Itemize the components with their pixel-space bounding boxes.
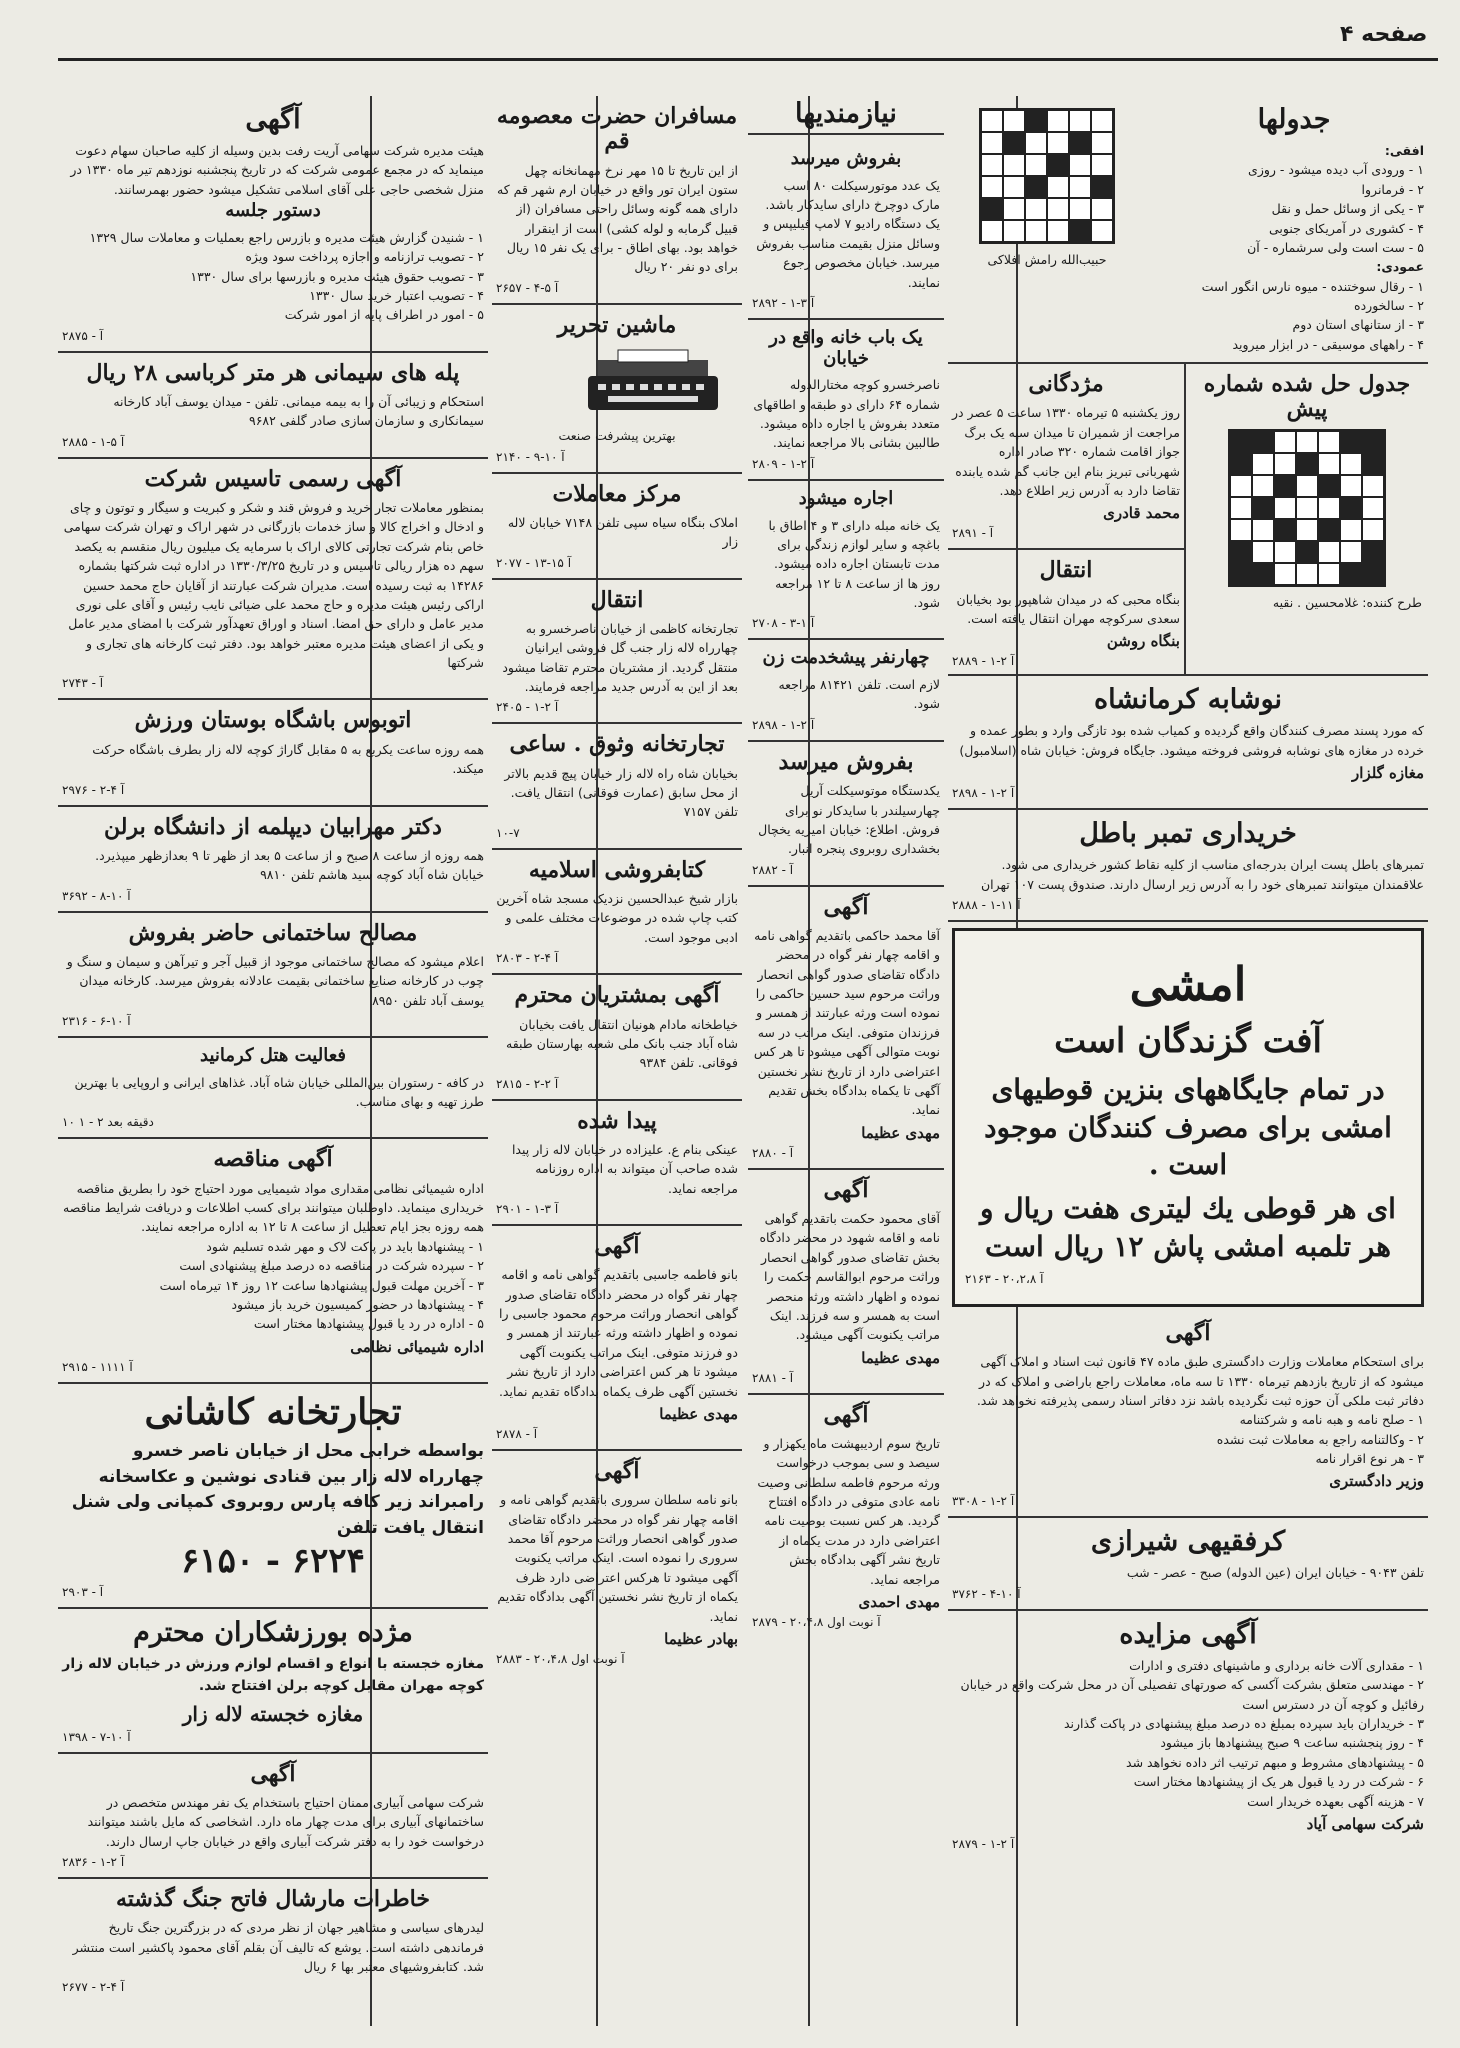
ad-moshtarian: آگهی بمشتریان محترم خیاطخانه مادام هونیان انتقال یافت بخیابان شاه آباد جنب بانک ملی شعبه بهارستان طبقه فوقانی. تلفن ۹۳۸۴ ۲۸۱۵ - آ ۲-۲ — [492, 975, 742, 1100]
column-classifieds — [748, 96, 944, 2026]
classified-ad: اجاره میشود یک خانه مبله دارای ۳ و ۴ اطاق با باغچه و سایر لوازم زندگی برای مدت تابستان اجاره داده میشود. روز ها از ساعت ۸ تا ۱۲ مراجعه شود. ۲۷۰۸ - آ ۱-۳ — [748, 481, 944, 641]
crossword-box — [948, 96, 1428, 364]
header-rule — [58, 58, 1438, 61]
crossword-grid — [979, 108, 1115, 244]
page-number: صفحه ۴ — [1340, 22, 1428, 47]
across-label: افقی: — [1384, 143, 1424, 159]
ad-majma-omumi: آگهی هیئت مدیره شرکت سهامی آریت رفت بدین وسیله از کلیه صاحبان سهام دعوت مینماید که در مجمع عمومی شرکت که در تاریخ پنجشنبه نوزدهم تیر ماه ۱۳۳۰ در منزل شخصی حاجی علی آقای اسلامی تشکیل میشود حضور بهمرسانند. دستور جلسه ۱ - شنیدن گزارش هیئت مدیره و بازرس راجع بعملیات و معاملات سال ۱۳۲۹ ۲ - تصویب ترازنامه و اجازه پرداخت سود ویژه ۳ - تصویب حقوق هیئت مدیره و بازرسها برای سال ۱۳۳۰ ۴ - تصویب اعتبار خرید سال ۱۳۳۰ ۵ - امور در اطراف پایه از امور شرکت ۲۸۷۵ - آ — [58, 96, 488, 353]
ad-pele: پله های سیمانی هر متر کرباسی ۲۸ ریال استحکام و زیبائی آن را به بیمه میمانی. تلفن - میدان یوسف آباد کارخانه سیمانکاری و سازمان سازی صادر گلفی ۹۶۸۲ ۲۸۸۵ - آ ۵-۱ — [58, 353, 488, 459]
classifieds-header: نیازمندیها — [748, 98, 944, 135]
ad-mojdegani: مژدگانی روز یکشنبه ۵ تیرماه ۱۳۳۰ ساعت ۵ عصر در مراجعت از شمیران تا میدان سپه یک برگ جواز اقامت شماره ۳۲۰ صادر اداره شهربانی تبریز بنام این جانب گم شده یابنده تقاضا دارد به آدرس زیر اطلاع دهد. محمد قادری ۲۸۹۱ - آ — [948, 364, 1184, 550]
legal-notice: آگهی بانو فاطمه جاسبی باتقدیم گواهی نامه و اقامه چهار نفر گواه در محضر دادگاه تقاضای صدور گواهی انحصار وراثت مرحوم محمود جاسبی را نموده و اظهار داشته ورثه عبارتند از همسر و دو فرزند متوفی. اینک مراتب یکنوبت آگهی میشود تا هر کس اعتراضی دارد از تاریخ نشر نخستین آگهی ظرف یکماه بدادگاه تقدیم نماید. مهدی عظیما ۲۸۷۸ - آ — [492, 1226, 742, 1451]
clue: ۴ - راههای موسیقی - در ابزار میروید — [1232, 336, 1424, 352]
down-label: عمودی: — [1376, 259, 1424, 275]
ad-markaz: مرکز معاملات املاک بنگاه سیاه سپی تلفن ۷۱۴۸ خیابان لاله زار ۲۰۷۷ - آ ۱۵-۱۳ — [492, 474, 742, 580]
clue: ۱ - رقال سوختنده - میوه نارس انگور است — [1201, 278, 1424, 294]
classified-ad: بفروش میرسد یک عدد موتورسیکلت ۸۰ اسب مارک دوچرخ دارای سایدکار باشد. یک دستگاه رادیو ۷ لامپ فیلیپس و وسائل منزل بقیمت مناسب بفروش میرسد. خیابان مخصوص رجوع نمایند. ۲۸۹۲ - آ ۳-۱ — [748, 141, 944, 320]
ad-nooshabe: نوشابه کرمانشاه که مورد پسند مصرف کنندگان واقع گردیده و کمیاب شده بود تازگی وارد و بطور عمده و خرده در مغازه های نوشابه فروشی فروخته میشود. جایگاه فروش: خیابان شاه (اسلامبول) مغازه گلزار ۲۸۹۸ - آ ۲-۱ — [948, 676, 1428, 810]
across-clues — [1164, 160, 1424, 257]
solution-by: طرح کننده: غلامحسین . نقیه — [1272, 594, 1422, 610]
crossword-designer: حبیب‌الله رامش افلاکی — [987, 252, 1107, 267]
ad-enteqal-2: انتقال تجارتخانه کاظمی از خیابان ناصرخسرو به چهارراه لاله زار جنب گل فروشی ایرانیان منتقل گردید. از مشتریان محترم تقاضا میشود بعد از این به آدرس جدید مراجعه فرمایند. ۲۴۰۵ - آ ۲-۱ — [492, 580, 742, 725]
ad-doctor: دکتر مهرابیان دیپلمه از دانشگاه برلن همه روزه از ساعت ۸ صبح و از ساعت ۵ بعد از ظهر تا ۹ بعدازظهر میپذیرد. خیابان شاه آباد کوچه سید هاشم تلفن ۹۸۱۰ ۳۶۹۲ - آ ۱۰-۸ — [58, 807, 488, 913]
ad-enteqal: انتقال بنگاه محبی که در میدان شاهپور بود بخیابان سعدی سرکوچه مهران انتقال یافته است. بنگاه روشن ۲۸۸۹ - آ ۲-۱ — [952, 557, 1180, 669]
ad-agahi-sabt: آگهی برای استحکام معاملات وزارت دادگستری طبق ماده ۴۷ قانون ثبت اسناد و املاک آگهی میشود که از تاریخ بازدهم تیرماه ۱۳۳۰ تا سه ماه، معاملات راجع باراضی و املاک که در دفاتر ثبت ملکی آن حوزه ثبت نگردیده باشد نزد دفاتر اسناد رسمی پذیرفته نخواهد شد. ۱ - صلح نامه و هبه نامه و شرکتنامه ۲ - وکالتنامه راجع به معاملات ثبت نشده ۳ - هر نوع اقرار نامه وزیر دادگستری ۳۳۰۸ - آ ۲-۱ — [948, 1313, 1428, 1519]
down-clues — [952, 277, 1424, 355]
ad-kashani: تجارتخانه کاشانی بواسطه خرابی محل از خیابان ناصر خسرو چهارراه لاله زار بین قنادی نوشین و عکاسخانه رامبراند زیر کافه پارس روبروی کمپانی ولی شنل انتقال یافت تلفن ۶۱۵۰ - ۶۲۲۴ ۲۹۰۳ - آ — [58, 1384, 488, 1609]
clue: ۵ - ست است ولی سرشماره - آن — [1247, 239, 1424, 255]
ad-vosugh: تجارتخانه وثوق . ساعی بخیابان شاه راه لاله زار خیابان پیچ قدیم بالاتر از محل سابق (عمارت فوقانی) انتقال یافت. تلفن ۷۱۵۷ ۱۰-۷ — [492, 724, 742, 849]
solution-grid — [1228, 429, 1386, 587]
clue: ۳ - یکی از وسائل حمل و نقل — [1271, 201, 1424, 217]
clue: ۴ - کشوری در آمریکای جنوبی — [1269, 220, 1424, 236]
classified-ad: بفروش میرسد یکدستگاه موتوسیکلت آریل چهارسیلندر با سایدکار نو برای فروش. اطلاع: خیابان امیریه یخچال بخشداری روبروی پنجره انبار. ۲۸۸۲ - آ — [748, 742, 944, 887]
phone-number: ۶۱۵۰ - ۶۲۲۴ — [181, 1541, 365, 1582]
ad-hotel-qom: مسافران حضرت معصومه قم از این تاریخ تا ۱۵ مهر نرخ مهمانخانه چهل ستون ایران تور واقع در خیابان ارم شهر قم که دارای همه گونه وسائل راحتی مسافران (از قبیل گرمابه و لوله کشی) است از اینقرار خواهد بود. بهای اطاق - برای یک نفر ۱۵ ریال برای دو نفر ۲۰ ریال ۲۶۵۷ - آ ۵-۴ — [492, 96, 742, 305]
legal-notice: آگهی تاریخ سوم اردیبهشت ماه یکهزار و سیصد و سی بموجب درخواست ورثه مرحوم فاطمه سلطانی وصیت نامه عادی متوفی در دادگاه افتتاح گردید. هر کس نسبت بوصیت نامه اعتراضی دارد در مدت یکماه از تاریخ نشر آگهی بدادگاه بخش مراجعه نماید. مهدی احمدی ۲۸۷۹ - آ نوبت اول ۲۰،۴،۸ — [752, 1401, 940, 1629]
ad-hotel: فعالیت هتل کرمانید در کافه - رستوران بین‌المللی خیابان شاه آباد. غذاهای ایرانی و اروپایی با بهترین طرز تهیه و بهای مناسب. ۱۰ دقیقه بعد ۲ - ۱ — [58, 1038, 488, 1139]
ad-abyari: آگهی شرکت سهامی آبیاری ممنان احتیاج باستخدام یک نفر مهندس متخصص در ساختمانهای آبیاری برای مدت چهار ماه دارد. اشخاصی که مایل باشند میتوانند درخواست خود را به دفتر شرکت آبیاری واقع در خیابان جاپ ارسال دارند. ۲۸۳۶ - آ ۲-۱ — [58, 1754, 488, 1879]
column-crossword — [948, 96, 1428, 2026]
ad-mozayede: آگهی مزایده ۱ - مقداری آلات خانه برداری و ماشینهای دفتری و ادارات ۲ - مهندسی متعلق بشرکت آکسی که صورتهای تفصیلی آن در محل شرکت واقع در خیابان رفائیل و کوچه آن در دسترس است ۳ - خریداران باید سپرده بمبلغ ده درصد مبلغ پیشنهادی در پاکت گذارند ۴ - روز پنجشنبه ساعت ۹ صبح پیشنهادها باز میشود ۵ - پیشنهادهای مشروط و مبهم ترتیب اثر داده نخواهد شد ۶ - شرکت در رد یا قبول هر یک از پیشنهادها مختار است ۷ - هزینه آگهی بعهده خریدار است شرکت سهامی آیاد ۲۸۷۹ - آ ۲-۱ — [952, 1618, 1424, 1851]
ad-marshal: خاطرات مارشال فاتح جنگ گذشته لیدرهای سیاسی و مشاهیر جهان از نظر مردی که در بزرگترین جنگ تاریخ فرماندهی داشته است. یوشع که تالیف آن بقلم آقای محمود پاکشیر است منتشر شد. کتابفروشیهای معتبر بها ۶ ریال ۲۶۷۷ - آ ۴-۲ — [62, 1885, 484, 1995]
clue: ۲ - فرمانروا — [1361, 181, 1424, 197]
solution-title: جدول حل شده شماره پیش — [1203, 371, 1411, 423]
emshi-title: امشی — [1129, 956, 1247, 1011]
typewriter-icon — [568, 348, 738, 418]
legal-notice: آگهی بانو نامه سلطان سروری باتقدیم گواهی نامه و اقامه چهار نفر گواه در محضر دادگاه تقاضای صدور گواهی انحصار وراثت مرحوم آقا محمد سروری را نموده است. اینک مراتب یکنوبت آگهی میشود تا هرکس اعتراضی دارد ظرف یکماه از تاریخ نشر نخستین آگهی بدادگاه تقدیم نماید. بهادر عظیما ۲۸۸۳ - آ نوبت اول ۲۰،۴،۸ — [496, 1457, 738, 1666]
legal-notice: آگهی آقای محمود حکمت باتقدیم گواهی نامه و اقامه شهود در محضر دادگاه بخش تقاضای صدور گواهی انحصار وراثت مرحوم ابوالقاسم حکمت را نموده و اظهار داشته ورثه منحصر است به همسر و سه فرزند. اینک مراتب یکنوبت آگهی میشود. مهدی عظیما ۲۸۸۱ - آ — [748, 1170, 944, 1395]
ad-bus: اتوبوس باشگاه بوستان ورزش همه روزه ساعت یکربع به ۵ مقابل گاراژ کوچه لاله زار بطرف باشگاه حرکت میکند. ۲۹۷۶ - آ ۴-۲ — [58, 700, 488, 806]
ad-eslamiye: کتابفروشی اسلامیه بازار شیخ عبدالحسین نزدیک مسجد شاه آخرین کتب چاپ شده در موضوعات مختلف علمی و ادبی موجود است. ۲۸۰۳ - آ ۴-۲ — [492, 850, 742, 975]
ad-tasis-sherkat: آگهی رسمی تاسیس شرکت بمنظور معاملات تجار خرید و فروش قند و شکر و کبریت و سیگار و توتون و چای و ادخال و اخراج کالا و ساز خدمات بازرگانی در شهر اراک و تهران شرکت سهامی خاص بنام شرکت تجارتی کالای اراک با سرمایه یک میلیون ریال منقسم به یکصد سهم ده هزار ریالی تاسیس و در تاریخ ۱۳۳۰/۳/۲۵ در اداره ثبت شرکتها بشماره ۱۴۲۸۶ به ثبت رسیده است. مدیران شرکت عبارتند از آقایان حاج محمد حسین اراکی رئیس هیئت مدیره و حاج محمد علی ضیائی نایب رئیس و آقای علی نوری مدیر عامل و دارای حق امضا. اسناد و اوراق تعهدآور شرکت با امضای مدیر عامل و یکی از اعضای هیئت مدیره معتبر خواهد بود. دفتر ثبت کارخانه های تجاری و شرکتها ۲۷۴۳ - آ — [58, 459, 488, 701]
clue: ۳ - از ستانهای استان دوم — [1292, 317, 1424, 333]
ad-typewriter: ماشین تحریر بهترین پیشرفت صنعت ۲۱۴۰ - آ ۱۰-۹ — [492, 305, 742, 474]
ad-emshi: امشی آفت گزندگان است در تمام جایگاههای بنزین قوطیهای امشی برای مصرف کنندگان موجود است . ای هر قوطی یك لیتری هفت ریال و هر تلمبه امشی پاش ۱۲ ریال است ۲۱۶۳ - آ ۲۰،۲،۸ — [952, 928, 1424, 1307]
ad-peyda-shode: پیدا شده عینکی بنام ع. علیزاده در خیابان لاله زار پیدا شده صاحب آن میتواند به اداره روزنامه مراجعه نماید. ۲۹۰۱ - آ ۳-۱ — [492, 1101, 742, 1226]
ad-varzesh: مژده بورزشکاران محترم مغازه خجسته با انواع و اقسام لوازم ورزش در خیابان لاله زار کوچه مهران مقابل کوچه برلن افتتاح شد. مغازه خجسته لاله زار ۱۳۹۸ - آ ۱۰-۷ — [58, 1609, 488, 1753]
ad-monaqese: آگهی مناقصه اداره شیمیائی نظامی مقداری مواد شیمیایی مورد احتیاج خود را بطریق مناقصه خریداری مینماید. داوطلبان میتوانند برای کسب اطلاعات و دریافت شرایط مناقصه همه روزه بجز ایام تعطیل از ساعت ۸ تا ۱۲ به اداره مراجعه نمایند. ۱ - پیشنهادها باید در پاکت لاک و مهر شده تسلیم شود ۲ - سپرده شرکت در مناقصه ده درصد مبلغ پیشنهادی است ۳ - آخرین مهلت قبول پیشنهادها ساعت ۱۲ روز ۱۴ تیرماه است ۴ - پیشنهادها در حضور کمیسیون خرید باز میشود ۵ - اداره در رد یا قبول پیشنهادها مختار است اداره شیمیائی نظامی ۲۹۱۵ - آ ۱۱۱۱ — [58, 1139, 488, 1383]
legal-notice: آگهی آقا محمد حاکمی باتقدیم گواهی نامه و اقامه چهار نفر گواه در محضر دادگاه تقاضای صدور گواهی انحصار وراثت مرحوم سید حسین حاکمی را نموده است ورثه عبارتند از همسر و فرزندان متوفی. اینک مراتب در سه نوبت متوالی آگهی میشود تا هر کس اعتراضی دارد از تاریخ نشر نخستین آگهی تا یکماه بدادگاه بخش تقدیم نماید. مهدی عظیما ۲۸۸۰ - آ — [748, 887, 944, 1170]
classified-ad: یک باب خانه واقع در خیابان ناصرخسرو کوچه مختارالدوله شماره ۶۴ دارای دو طبقه و اطاقهای متعدد بفروش یا اجاره داده میشود. طالبین بشانی بالا مراجعه نمایند. ۲۸۰۹ - آ ۲-۱ — [748, 320, 944, 481]
crossword-title: جدولها — [1257, 104, 1331, 135]
clue: ۲ - سالخورده — [1354, 298, 1424, 314]
column-notices — [492, 96, 742, 2026]
column-left — [58, 96, 488, 2026]
solution-box — [1184, 364, 1428, 674]
ad-masaleh: مصالح ساختمانی حاضر بفروش اعلام میشود که مصالح ساختمانی موجود از قبیل آجر و تیرآهن و سیمان و سنگ و چوب در کارخانه صنایع ساختمانی بقیمت عادلانه بفروش میرسد. کارخانه میدان یوسف آباد تلفن ۸۹۵۰ ۲۳۱۶ - آ ۱۰-۶ — [58, 913, 488, 1038]
ad-shirazi: کرفقیهی شیرازی تلفن ۹۰۴۳ - خیابان ایران (عین الدوله) صبح - عصر - شب ۳۷۶۲ - آ ۱۰-۴ — [948, 1518, 1428, 1610]
ad-tambr: خریداری تمبر باطل تمبرهای باطل پست ایران بدرجه‌ای مناسب از کلیه نقاط کشور خریداری می شود. علاقمندان میتوانند تمبرهای خود را به آدرس زیر ارسال دارند. صندوق پست ۱۰۷ تهران ۲۸۸۸ - آ ۱۱-۱ — [948, 810, 1428, 922]
clue: ۱ - ورودی آب دیده میشود - روزی — [1248, 162, 1424, 178]
classified-ad: چهارنفر پیشخدمت زن لازم است. تلفن ۸۱۴۲۱ مراجعه شود. ۲۸۹۸ - آ ۲-۱ — [748, 640, 944, 741]
